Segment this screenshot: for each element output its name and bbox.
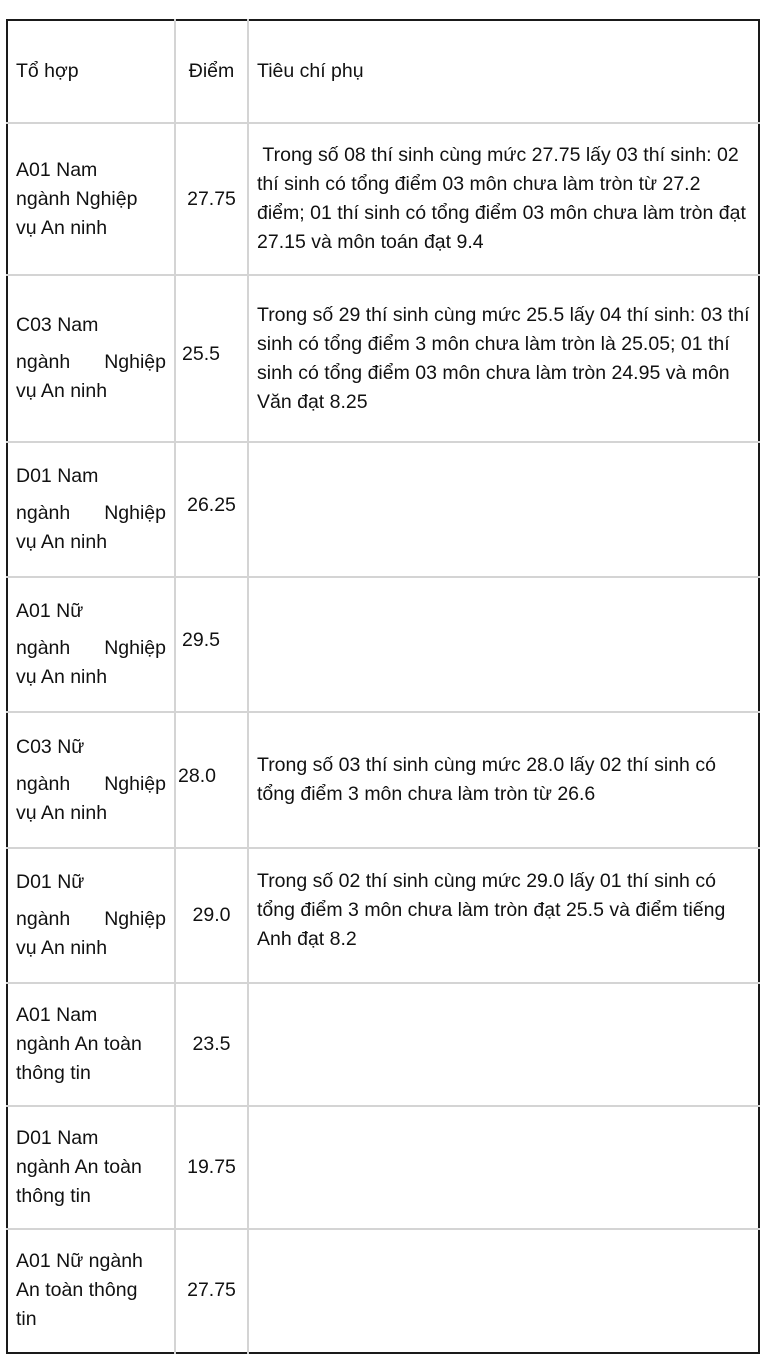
combo-cell: A01 Nữ ngành An toàn thông tin xyxy=(7,1229,175,1353)
table-row xyxy=(7,848,759,983)
combo-cell: D01 Nữ ngành Nghiệp vụ An ninh xyxy=(7,848,175,983)
score-cell: 29.0 xyxy=(175,848,248,983)
header-criteria: Tiêu chí phụ xyxy=(248,20,759,123)
criteria-cell: Trong số 02 thí sinh cùng mức 29.0 lấy 01 thí sinh có tổng điểm 3 môn chưa làm tròn đạt 25.5 và điểm tiếng Anh đạt 8.2 xyxy=(248,848,759,983)
admission-scores-table xyxy=(6,19,760,1354)
combo-cell: D01 Nam ngành An toàn thông tin xyxy=(7,1106,175,1229)
combo-cell: A01 Nam ngành Nghiệp vụ An ninh xyxy=(7,123,175,275)
score-cell: 19.75 xyxy=(175,1106,248,1229)
criteria-cell: Trong số 03 thí sinh cùng mức 28.0 lấy 02 thí sinh có tổng điểm 3 môn chưa làm tròn từ 26.6 xyxy=(248,712,759,847)
table-header-row xyxy=(7,20,759,123)
score-cell: 25.5 xyxy=(175,275,248,442)
combo-cell: D01 Nam ngành Nghiệp vụ An ninh xyxy=(7,442,175,577)
criteria-cell xyxy=(248,577,759,712)
score-cell: 27.75 xyxy=(175,123,248,275)
table-row xyxy=(7,442,759,577)
table-row xyxy=(7,983,759,1106)
combo-cell: A01 Nữ ngành Nghiệp vụ An ninh xyxy=(7,577,175,712)
criteria-cell xyxy=(248,442,759,577)
score-cell: 27.75 xyxy=(175,1229,248,1353)
table-row xyxy=(7,1229,759,1353)
criteria-cell: Trong số 08 thí sinh cùng mức 27.75 lấy 03 thí sinh: 02 thí sinh có tổng điểm 03 môn chưa làm tròn từ 27.2 điểm; 01 thí sinh có tổng điểm 03 môn chưa làm tròn đạt 27.15 và môn toán đạt 9.4 xyxy=(248,123,759,275)
score-cell: 26.25 xyxy=(175,442,248,577)
header-score: Điểm xyxy=(175,20,248,123)
criteria-cell: Trong số 29 thí sinh cùng mức 25.5 lấy 04 thí sinh: 03 thí sinh có tổng điểm 3 môn chưa làm tròn là 25.05; 01 thí sinh có tổng điểm 03 môn chưa làm tròn 24.95 và môn Văn đạt 8.25 xyxy=(248,275,759,442)
combo-cell: C03 Nam ngành Nghiệp vụ An ninh xyxy=(7,275,175,442)
table-row xyxy=(7,123,759,275)
criteria-cell xyxy=(248,1106,759,1229)
score-cell: 23.5 xyxy=(175,983,248,1106)
combo-cell: C03 Nữ ngành Nghiệp vụ An ninh xyxy=(7,712,175,847)
header-combo: Tổ hợp xyxy=(7,20,175,123)
table-row xyxy=(7,577,759,712)
criteria-cell xyxy=(248,1229,759,1353)
table-row xyxy=(7,275,759,442)
table-row xyxy=(7,712,759,847)
score-cell: 28.0 xyxy=(175,712,248,847)
combo-cell: A01 Nam ngành An toàn thông tin xyxy=(7,983,175,1106)
score-cell: 29.5 xyxy=(175,577,248,712)
table-row xyxy=(7,1106,759,1229)
criteria-cell xyxy=(248,983,759,1106)
